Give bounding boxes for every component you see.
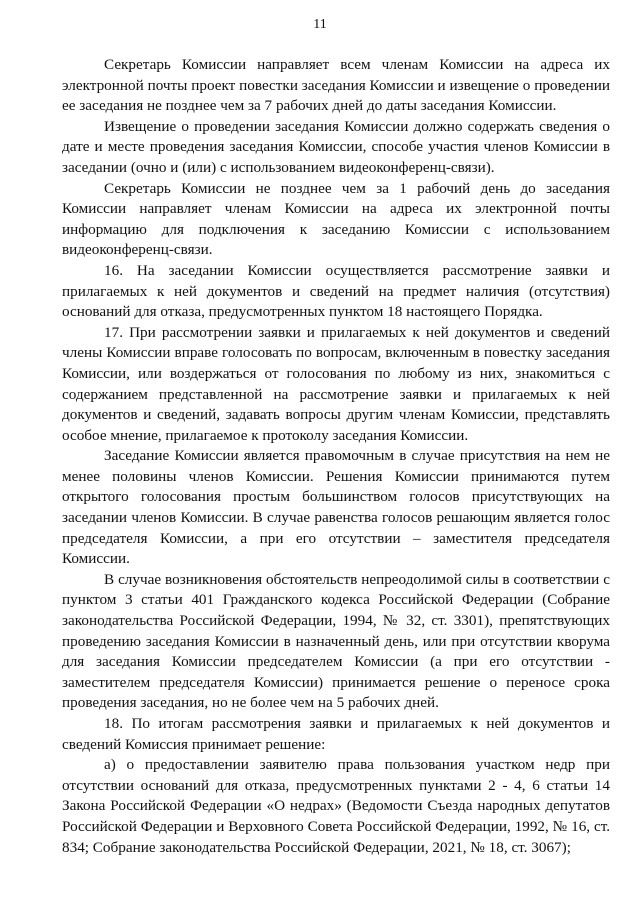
paragraph-notice-content: Извещение о проведении заседания Комиссии должно содержать сведения о дате и месте проведения заседания Комиссии, способе участия членов Комиссии в заседании (очно и (или) с использованием видеоконференц-связи). xyxy=(62,117,610,176)
paragraph-quorum: Заседание Комиссии является правомочным в случае присутствия на нем не менее половины членов Комиссии. Решения Комиссии принимаются путем открытого голосования простым большинством голосов присутствующих на заседании членов Комиссии. В случае равенства голосов решающим является голос председателя Комиссии, а при его отсутствии – заместителя председателя Комиссии. xyxy=(62,447,610,568)
paragraph-item-17: 17. При рассмотрении заявки и прилагаемых к ней документов и сведений члены Комиссии вправе голосовать по вопросам, включенным в повестку заседания Комиссии, или воздержаться от голосования по любому из них, знакомиться с содержанием представленной на рассмотрение заявки и прилагаемых к ней документов и сведений, задавать вопросы другим членам Комиссии, представлять особое мнение, прилагаемое к протоколу заседания Комиссии. xyxy=(62,323,610,444)
paragraph-item-18a: а) о предоставлении заявителю права пользования участком недр при отсутствии оснований для отказа, предусмотренных пунктами 2 - 4, 6 статьи 14 Закона Российской Федерации «О недрах» (Ведомости Съезда народных депутатов Российской Федерации и Верховного Совета Российской Федерации, 1992, № 16, ст. 834; Собрание законодательства Российской Федерации, 2021, № 18, ст. 3067); xyxy=(62,756,610,856)
paragraph-item-18: 18. По итогам рассмотрения заявки и прилагаемых к ней документов и сведений Комиссия принимает решение: xyxy=(62,715,610,753)
paragraph-item-16: 16. На заседании Комиссии осуществляется рассмотрение заявки и прилагаемых к ней документов и сведений на предмет наличия (отсутствия) оснований для отказа, предусмотренных пунктом 18 настоящего Порядка. xyxy=(62,261,610,321)
page-number: 11 xyxy=(313,17,327,32)
body-text xyxy=(62,55,610,858)
paragraph-secretary-agenda: Секретарь Комиссии направляет всем членам Комиссии на адреса их электронной почты проект повестки заседания Комиссии и извещение о проведении ее заседания не позднее чем за 7 рабочих дней до даты заседания Комиссии. xyxy=(62,56,610,115)
paragraph-force-majeure: В случае возникновения обстоятельств непреодолимой силы в соответствии с пунктом 3 статьи 401 Гражданского кодекса Российской Федерации (Собрание законодательства Российской Федерации, 1994, № 32, ст. 3301), препятствующих проведению заседания Комиссии в назначенный день, или при отсутствии кворума для заседания Комиссии председателем Комиссии (а при его отсутствии - заместителем председателя Комиссии) принимается решение о переносе срока проведения заседания, но не более чем на 5 рабочих дней. xyxy=(62,570,610,712)
paragraph-videoconference-info: Секретарь Комиссии не позднее чем за 1 рабочий день до заседания Комиссии направляет членам Комиссии на адреса их электронной почты информацию для подключения к заседанию Комиссии с использованием видеоконференц-связи. xyxy=(62,179,610,259)
